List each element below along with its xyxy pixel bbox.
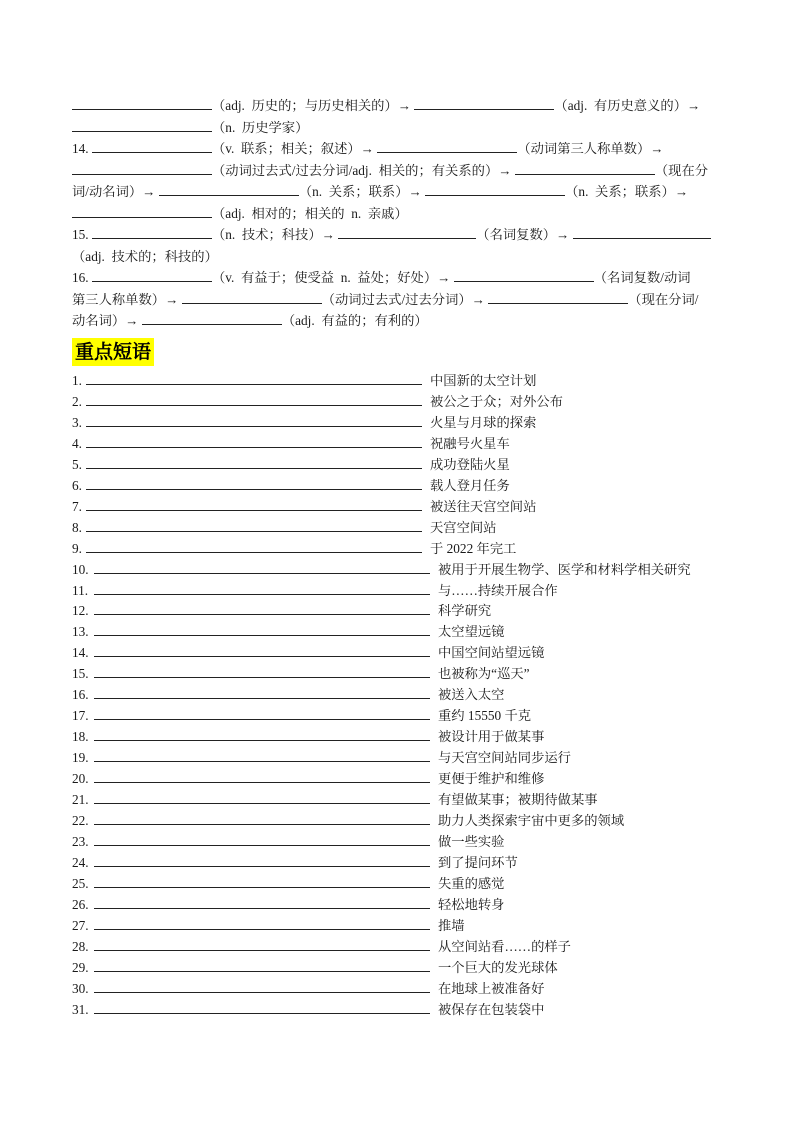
vocab-text: （动词过去式/过去分词）→ bbox=[321, 291, 489, 307]
phrase-meaning: 与天宫空间站同步运行 bbox=[438, 750, 571, 766]
phrase-answer-blank[interactable] bbox=[86, 538, 422, 553]
vocab-text: （adj. 有益的；有利的） bbox=[281, 313, 428, 328]
phrase-number: 24. bbox=[72, 854, 89, 870]
vocabulary-exercise bbox=[72, 95, 732, 332]
phrase-row bbox=[72, 768, 544, 789]
phrase-answer-blank[interactable] bbox=[94, 580, 430, 595]
phrase-answer-blank[interactable] bbox=[94, 831, 430, 846]
vocab-line bbox=[72, 138, 732, 160]
vocab-text: （v. 联系；相关；叙述）→ bbox=[211, 141, 378, 156]
phrase-row bbox=[72, 496, 536, 517]
phrase-row bbox=[72, 810, 624, 831]
phrase-answer-blank[interactable] bbox=[86, 496, 422, 511]
vocab-text: 15. bbox=[72, 227, 92, 242]
vocab-text: 第三人称单数）→ bbox=[72, 291, 182, 307]
vocab-text: （adj. 技术的；科技的） bbox=[72, 248, 218, 264]
phrase-number: 17. bbox=[72, 708, 89, 724]
vocab-text: （adj. 有历史意义的）→ bbox=[554, 98, 701, 113]
vocab-line bbox=[72, 267, 732, 289]
phrase-number: 20. bbox=[72, 771, 89, 787]
phrase-number: 22. bbox=[72, 812, 89, 828]
phrase-number: 9. bbox=[72, 540, 82, 556]
phrase-answer-blank[interactable] bbox=[94, 873, 430, 888]
phrase-row bbox=[72, 391, 563, 412]
vocab-text: 动名词）→ bbox=[72, 313, 142, 328]
phrase-number: 8. bbox=[72, 519, 82, 535]
phrase-number: 30. bbox=[72, 980, 89, 996]
phrase-row bbox=[72, 831, 504, 852]
phrase-meaning: 一个巨大的发光球体 bbox=[438, 959, 558, 975]
phrase-number: 13. bbox=[72, 624, 89, 640]
phrase-row bbox=[72, 726, 544, 747]
phrase-row bbox=[72, 873, 504, 894]
answer-blank[interactable] bbox=[377, 138, 517, 153]
phrase-answer-blank[interactable] bbox=[86, 433, 422, 448]
phrase-meaning: 失重的感觉 bbox=[438, 875, 505, 891]
phrase-number: 12. bbox=[72, 603, 89, 619]
phrase-number: 25. bbox=[72, 875, 89, 891]
vocab-text: （n. 技术；科技）→ bbox=[211, 227, 339, 242]
vocab-text: （现在分词/ bbox=[628, 291, 699, 307]
phrase-row bbox=[72, 559, 691, 580]
phrase-meaning: 被保存在包装袋中 bbox=[438, 1001, 545, 1017]
phrase-row bbox=[72, 663, 530, 684]
phrase-number: 26. bbox=[72, 896, 89, 912]
phrase-meaning: 成功登陆火星 bbox=[430, 456, 510, 472]
answer-blank[interactable] bbox=[454, 267, 594, 282]
phrase-answer-blank[interactable] bbox=[94, 642, 430, 657]
phrase-row bbox=[72, 370, 536, 391]
phrase-meaning: 祝融号火星车 bbox=[430, 435, 510, 451]
phrase-answer-blank[interactable] bbox=[94, 600, 430, 615]
vocab-line bbox=[72, 224, 732, 246]
phrase-row bbox=[72, 538, 516, 559]
phrase-meaning: 被用于开展生物学、医学和材料学相关研究 bbox=[438, 561, 691, 577]
phrase-answer-blank[interactable] bbox=[86, 517, 422, 532]
vocab-text: （动词第三人称单数）→ bbox=[517, 141, 664, 156]
phrase-answer-blank[interactable] bbox=[94, 747, 430, 762]
vocab-text: （名词复数/动词 bbox=[593, 270, 691, 285]
answer-blank[interactable] bbox=[573, 224, 711, 239]
phrase-number: 4. bbox=[72, 435, 82, 451]
answer-blank[interactable] bbox=[92, 267, 212, 282]
vocab-line bbox=[72, 289, 732, 311]
phrase-number: 19. bbox=[72, 750, 89, 766]
phrase-answer-blank[interactable] bbox=[94, 957, 430, 972]
phrase-row bbox=[72, 915, 465, 936]
phrase-answer-blank[interactable] bbox=[94, 789, 430, 804]
phrase-meaning: 被送往天宫空间站 bbox=[430, 498, 537, 514]
phrase-row bbox=[72, 642, 544, 663]
vocab-text: （名词复数）→ bbox=[476, 227, 573, 242]
phrase-meaning: 到了提问环节 bbox=[438, 854, 518, 870]
phrase-meaning: 中国新的太空计划 bbox=[430, 373, 537, 388]
vocab-text: 16. bbox=[72, 270, 92, 285]
phrase-row bbox=[72, 747, 571, 768]
phrase-row bbox=[72, 621, 504, 642]
phrase-meaning: 与……持续开展合作 bbox=[438, 582, 558, 598]
phrase-answer-blank[interactable] bbox=[86, 475, 422, 490]
answer-blank[interactable] bbox=[338, 224, 476, 239]
phrase-meaning: 火星与月球的探索 bbox=[430, 414, 537, 430]
vocab-line bbox=[72, 95, 732, 117]
phrase-meaning: 载人登月任务 bbox=[430, 477, 510, 493]
phrase-row bbox=[72, 412, 536, 433]
phrase-answer-blank[interactable] bbox=[94, 894, 430, 909]
phrase-meaning: 在地球上被准备好 bbox=[438, 980, 545, 996]
phrase-meaning: 科学研究 bbox=[438, 603, 492, 619]
phrase-meaning: 被公之于众；对外公布 bbox=[430, 393, 563, 409]
phrase-number: 1. bbox=[72, 373, 82, 388]
phrase-answer-blank[interactable] bbox=[94, 915, 430, 930]
phrase-number: 14. bbox=[72, 645, 89, 661]
phrase-row bbox=[72, 580, 558, 601]
answer-blank[interactable] bbox=[92, 224, 212, 239]
phrase-answer-blank[interactable] bbox=[94, 726, 430, 741]
vocab-line bbox=[72, 310, 732, 332]
answer-blank[interactable] bbox=[414, 95, 554, 110]
answer-blank[interactable] bbox=[72, 203, 212, 218]
phrase-meaning: 于 2022 年完工 bbox=[430, 540, 517, 556]
phrase-row bbox=[72, 684, 504, 705]
answer-blank[interactable] bbox=[159, 181, 299, 196]
phrase-answer-blank[interactable] bbox=[86, 391, 422, 406]
phrase-row bbox=[72, 517, 496, 538]
phrase-meaning: 也被称为“巡天” bbox=[438, 666, 530, 682]
phrase-answer-blank[interactable] bbox=[94, 852, 430, 867]
phrase-meaning: 做一些实验 bbox=[438, 833, 505, 849]
vocab-text: （n. 关系；联系）→ bbox=[298, 184, 426, 199]
phrase-row bbox=[72, 852, 518, 873]
phrase-meaning: 更便于维护和维修 bbox=[438, 771, 545, 787]
phrase-answer-blank[interactable] bbox=[86, 454, 422, 469]
answer-blank[interactable] bbox=[72, 117, 212, 132]
phrase-number: 21. bbox=[72, 792, 89, 807]
phrase-number: 23. bbox=[72, 833, 89, 849]
phrase-answer-blank[interactable] bbox=[94, 559, 430, 574]
answer-blank[interactable] bbox=[72, 95, 212, 110]
vocab-line bbox=[72, 203, 732, 225]
phrase-answer-blank[interactable] bbox=[94, 978, 430, 993]
phrase-answer-blank[interactable] bbox=[94, 621, 430, 636]
phrase-meaning: 有望做某事；被期待做某事 bbox=[438, 792, 598, 807]
phrase-meaning: 天宫空间站 bbox=[430, 519, 497, 535]
phrase-number: 2. bbox=[72, 393, 82, 409]
phrase-row bbox=[72, 705, 531, 726]
phrase-number: 6. bbox=[72, 477, 82, 493]
phrase-answer-blank[interactable] bbox=[94, 663, 430, 678]
phrase-number: 10. bbox=[72, 561, 89, 577]
vocab-text: 14. bbox=[72, 141, 92, 156]
phrase-meaning: 从空间站看……的样子 bbox=[438, 938, 571, 954]
phrase-answer-blank[interactable] bbox=[94, 684, 430, 699]
vocab-text: （v. 有益于；使受益 n. 益处；好处）→ bbox=[211, 270, 454, 285]
answer-blank[interactable] bbox=[72, 160, 212, 175]
phrase-number: 15. bbox=[72, 666, 89, 682]
vocab-text: 词/动名词）→ bbox=[72, 184, 159, 199]
phrase-answer-blank[interactable] bbox=[86, 370, 422, 385]
phrase-answer-blank[interactable] bbox=[86, 412, 422, 427]
phrase-meaning: 太空望远镜 bbox=[438, 624, 505, 640]
phrase-number: 31. bbox=[72, 1001, 89, 1017]
phrase-meaning: 被设计用于做某事 bbox=[438, 729, 545, 745]
phrase-row bbox=[72, 433, 510, 454]
phrase-number: 5. bbox=[72, 456, 82, 472]
phrase-meaning: 重约 15550 千克 bbox=[438, 708, 532, 724]
answer-blank[interactable] bbox=[515, 160, 655, 175]
phrase-answer-blank[interactable] bbox=[94, 999, 430, 1014]
phrase-row bbox=[72, 894, 504, 915]
phrase-answer-blank[interactable] bbox=[94, 768, 430, 783]
phrase-meaning: 被送入太空 bbox=[438, 687, 505, 703]
answer-blank[interactable] bbox=[92, 138, 212, 153]
phrase-row bbox=[72, 789, 598, 810]
answer-blank[interactable] bbox=[425, 181, 565, 196]
phrase-row bbox=[72, 454, 510, 475]
answer-blank[interactable] bbox=[142, 310, 282, 325]
vocab-text: （adj. 相对的；相关的 n. 亲戚） bbox=[212, 205, 408, 221]
phrase-row bbox=[72, 999, 544, 1020]
vocab-text: （动词过去式/过去分词/adj. 相关的；有关系的）→ bbox=[212, 162, 515, 178]
vocab-text: （adj. 历史的；与历史相关的）→ bbox=[212, 98, 415, 113]
phrase-number: 18. bbox=[72, 729, 89, 745]
answer-blank[interactable] bbox=[182, 289, 322, 304]
vocab-text: （现在分 bbox=[654, 162, 709, 178]
phrase-number: 7. bbox=[72, 498, 82, 514]
vocab-line bbox=[72, 117, 732, 139]
phrase-row bbox=[72, 600, 491, 621]
phrase-row bbox=[72, 957, 558, 978]
vocab-line bbox=[72, 160, 732, 182]
vocab-line bbox=[72, 181, 732, 203]
vocab-text: （n. 关系；联系）→ bbox=[565, 184, 689, 199]
phrase-row bbox=[72, 978, 544, 999]
phrase-meaning: 轻松地转身 bbox=[438, 896, 505, 912]
phrase-number: 27. bbox=[72, 917, 89, 933]
phrase-number: 29. bbox=[72, 959, 89, 975]
phrase-number: 3. bbox=[72, 414, 82, 430]
phrase-answer-blank[interactable] bbox=[94, 705, 430, 720]
vocab-line bbox=[72, 246, 732, 268]
phrase-meaning: 中国空间站望远镜 bbox=[438, 645, 545, 661]
phrase-answer-blank[interactable] bbox=[94, 936, 430, 951]
phrase-row bbox=[72, 475, 510, 496]
phrase-meaning: 助力人类探索宇宙中更多的领域 bbox=[438, 812, 625, 828]
phrase-number: 28. bbox=[72, 938, 89, 954]
section-heading: 重点短语 bbox=[72, 338, 154, 366]
phrase-meaning: 推墙 bbox=[438, 917, 465, 933]
phrase-number: 16. bbox=[72, 687, 89, 703]
answer-blank[interactable] bbox=[488, 289, 628, 304]
phrase-row bbox=[72, 936, 571, 957]
vocab-text: （n. 历史学家） bbox=[212, 119, 309, 135]
phrase-number: 11. bbox=[72, 582, 89, 598]
phrase-answer-blank[interactable] bbox=[94, 810, 430, 825]
